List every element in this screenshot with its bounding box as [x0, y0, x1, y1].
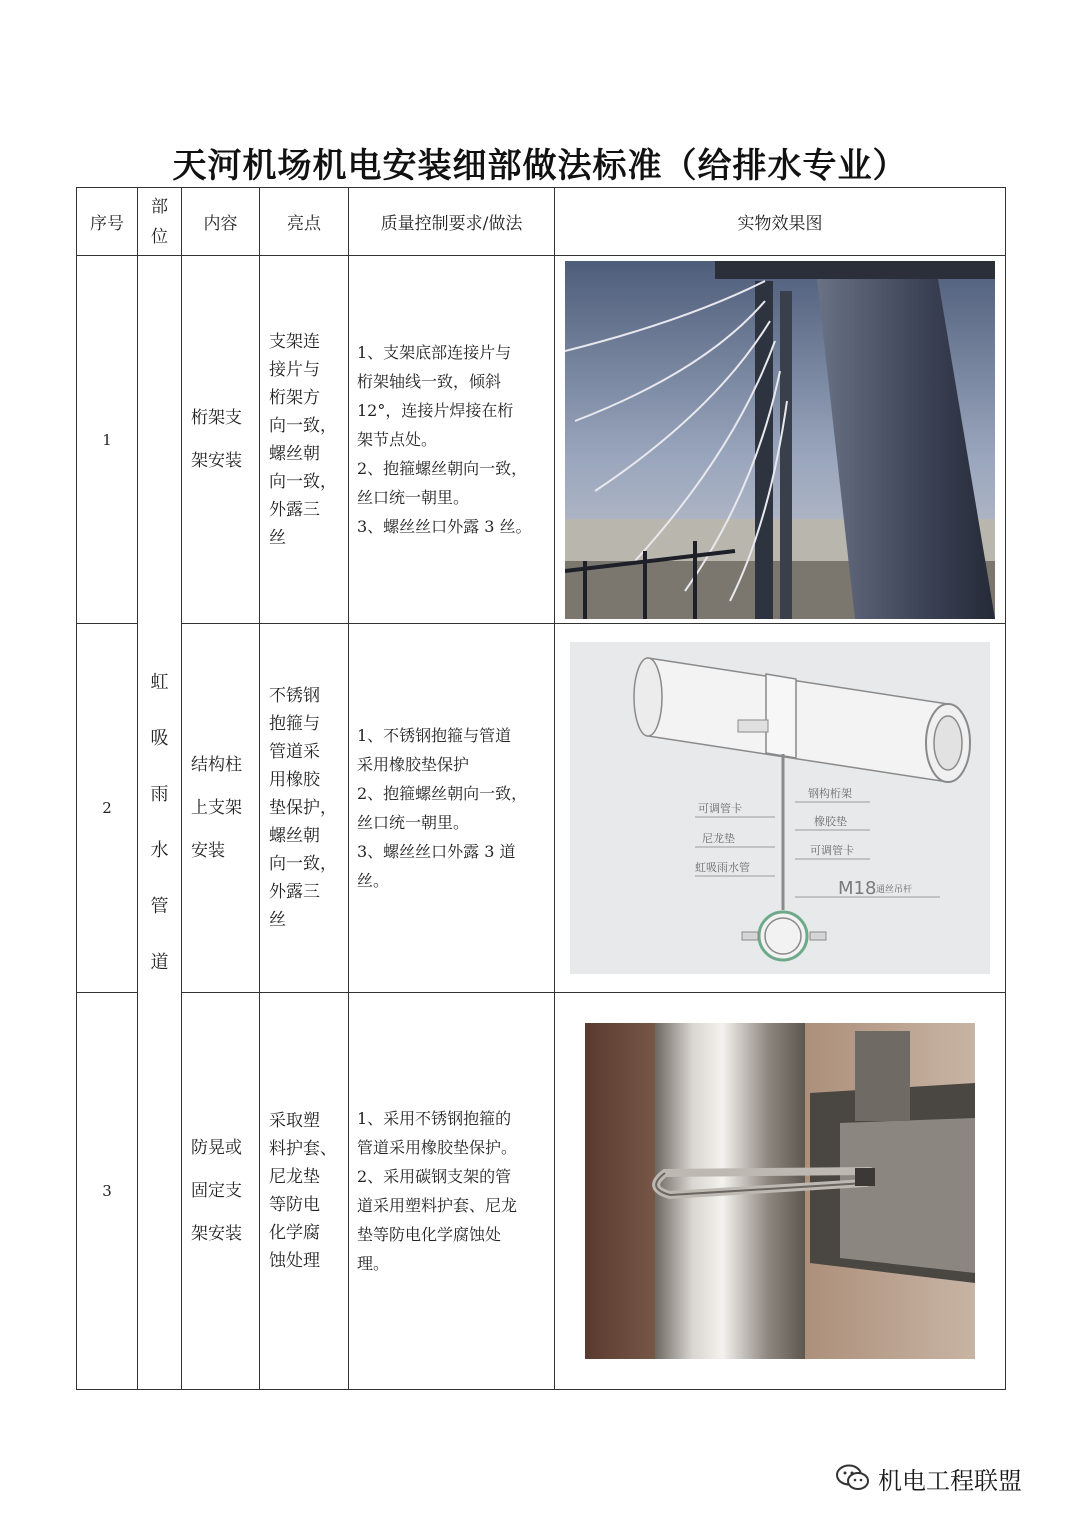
row-number: 1 [77, 256, 138, 624]
content-cell [182, 256, 260, 624]
table-row [77, 993, 1006, 1390]
highlight-line: 垫保护， [269, 798, 337, 818]
highlight-line: 采取塑 [269, 1111, 320, 1131]
content-line: 安装 [191, 840, 225, 861]
photo-cell [555, 256, 1006, 624]
requirement-line: 1、不锈钢抱箍与管道 [357, 726, 512, 745]
requirement-line: 垫等防电化学腐蚀处 [357, 1225, 502, 1244]
requirement-line: 1、采用不锈钢抱箍的 [357, 1109, 512, 1128]
highlight-line: 料护套、 [269, 1139, 337, 1159]
part-char: 雨 [150, 783, 169, 805]
requirement-line: 12°，连接片焊接在桁 [357, 401, 514, 420]
highlight-line: 用橡胶 [269, 770, 320, 790]
requirements-cell [349, 624, 555, 993]
requirement-line: 2、采用碳钢支架的管 [357, 1167, 512, 1186]
part-char: 水 [150, 839, 169, 861]
label-m18: M18 [838, 878, 877, 899]
highlight-line: 管道采 [269, 742, 320, 762]
content-line: 结构柱 [191, 754, 242, 775]
requirement-line: 1、支架底部连接片与 [357, 343, 512, 362]
highlight-cell [260, 256, 349, 624]
content-cell [182, 624, 260, 993]
content-line: 防晃或 [191, 1137, 242, 1158]
highlight-line: 桁架方 [269, 387, 320, 408]
requirement-line: 理。 [357, 1254, 390, 1273]
requirement-line: 丝口统一朝里。 [357, 813, 470, 832]
highlight-line: 螺丝朝 [269, 443, 320, 464]
part-char: 吸 [150, 727, 169, 749]
highlight-line: 化学腐 [269, 1223, 320, 1243]
requirement-line: 管道采用橡胶垫保护。 [357, 1138, 518, 1157]
content-line: 架安装 [191, 450, 242, 471]
highlight-line: 接片与 [269, 359, 320, 380]
stainless-clamp-photo [585, 1023, 975, 1359]
standards-table [76, 187, 1006, 1390]
label-adjustable-clamp-2: 可调管卡 [810, 844, 854, 857]
label-siphon-pipe: 虹吸雨水管 [695, 861, 750, 874]
highlight-line: 外露三 [269, 499, 320, 520]
content-line: 上支架 [191, 797, 242, 818]
requirement-line: 采用橡胶垫保护 [357, 755, 470, 774]
content-line: 架安装 [191, 1223, 242, 1244]
highlight-line: 不锈钢 [269, 686, 320, 706]
requirement-line: 丝。 [357, 871, 390, 890]
highlight-cell [260, 624, 349, 993]
table-row [77, 624, 1006, 993]
highlight-line: 丝 [269, 527, 286, 548]
highlight-line: 蚀处理 [269, 1251, 320, 1271]
header-content: 内容 [182, 188, 260, 256]
requirement-line: 2、抱箍螺丝朝向一致， [357, 459, 528, 478]
requirement-line: 2、抱箍螺丝朝向一致， [357, 784, 528, 803]
highlight-line: 丝 [269, 910, 286, 930]
part-char: 虹 [150, 671, 169, 693]
requirement-line: 丝口统一朝里。 [357, 488, 470, 507]
requirements-cell [349, 256, 555, 624]
requirement-line: 3、螺丝丝口外露 3 道 [357, 842, 516, 861]
part-char: 管 [150, 895, 169, 917]
header-part [138, 188, 182, 256]
header-part-1: 部 [151, 196, 168, 217]
highlight-line: 螺丝朝 [269, 826, 320, 846]
highlight-line: 抱箍与 [269, 714, 320, 734]
table-row [77, 256, 1006, 624]
label-adjustable-clamp: 可调管卡 [698, 802, 742, 815]
page-title: 天河机场机电安装细部做法标准（给排水专业） [172, 146, 908, 186]
header-row [77, 188, 1006, 256]
watermark [836, 1458, 1022, 1498]
requirement-line: 桁架轴线一致，倾斜 [357, 372, 502, 391]
row-number: 3 [77, 993, 138, 1390]
label-threaded-rod: 通丝吊杆 [876, 885, 913, 895]
part-cell [138, 256, 182, 1390]
content-cell [182, 993, 260, 1390]
photo-cell [555, 624, 1006, 993]
header-highlight: 亮点 [260, 188, 349, 256]
requirements-cell [349, 993, 555, 1390]
label-nylon-pad: 尼龙垫 [702, 832, 735, 845]
requirement-line: 道采用塑料护套、尼龙 [357, 1196, 518, 1215]
part-char: 道 [150, 951, 169, 973]
header-requirements: 质量控制要求/做法 [349, 188, 555, 256]
pipe-clamp-diagram [570, 642, 990, 974]
label-rubber-pad: 橡胶垫 [814, 815, 847, 828]
requirement-line: 架节点处。 [357, 430, 438, 449]
truss-support-photo [565, 261, 995, 619]
highlight-cell [260, 993, 349, 1390]
requirement-line: 3、螺丝丝口外露 3 丝。 [357, 517, 532, 536]
label-steel-truss: 钢构桁架 [808, 787, 852, 800]
content-line: 固定支 [191, 1180, 242, 1201]
header-photo: 实物效果图 [555, 188, 1006, 256]
photo-cell [555, 993, 1006, 1390]
highlight-line: 向一致， [269, 415, 337, 436]
header-part-2: 位 [151, 226, 168, 247]
highlight-line: 尼龙垫 [269, 1167, 320, 1187]
row-number: 2 [77, 624, 138, 993]
header-num: 序号 [77, 188, 138, 256]
watermark-text: 机电工程联盟 [878, 1466, 1022, 1495]
highlight-line: 等防电 [269, 1195, 320, 1215]
content-line: 桁架支 [191, 407, 242, 428]
highlight-line: 向一致， [269, 471, 337, 492]
highlight-line: 向一致， [269, 854, 337, 874]
highlight-line: 外露三 [269, 882, 320, 902]
highlight-line: 支架连 [269, 331, 320, 352]
wechat-icon [836, 1464, 870, 1492]
